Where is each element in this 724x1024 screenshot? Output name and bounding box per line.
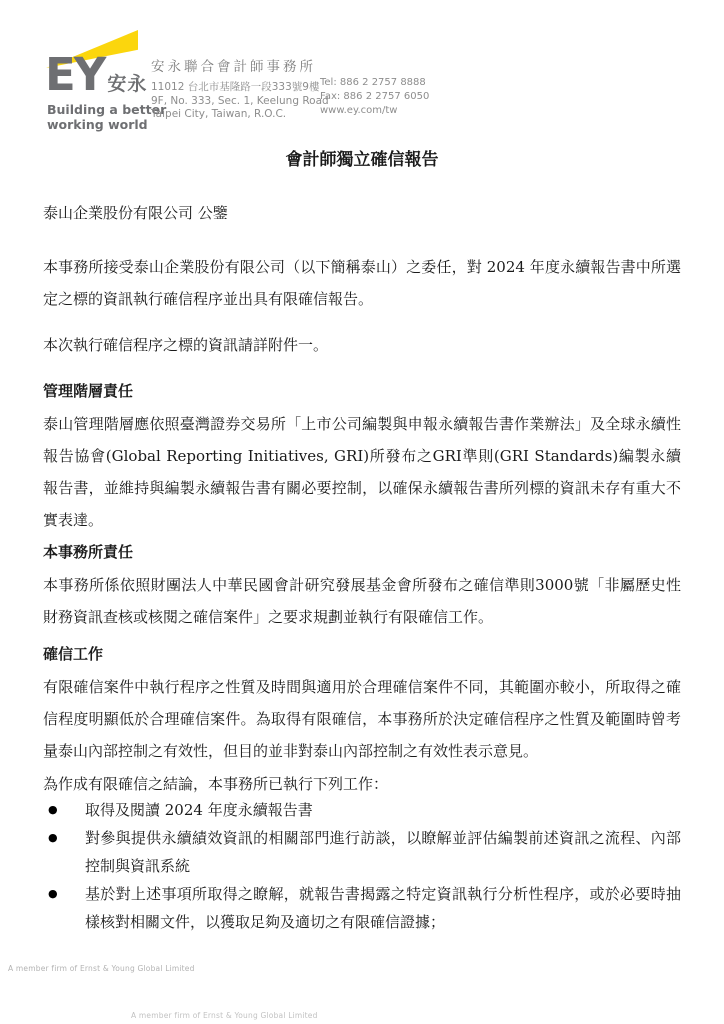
firm-website: www.ey.com/tw bbox=[320, 105, 398, 116]
addressee-line: 泰山企業股份有限公司 公鑒 bbox=[43, 204, 228, 222]
ey-tagline-line2: working world bbox=[47, 116, 148, 132]
firm-address bbox=[151, 81, 329, 122]
section-text-firm-responsibility: 本事務所係依照財團法人中華民國會計研究發展基金會所發布之確信準則3000號「非屬歷史性財務資訊查核或核閱之確信案件」之要求規劃並執行有限確信工作。 bbox=[43, 576, 681, 626]
section-text-assurance-work: 有限確信案件中執行程序之性質及時間與適用於合理確信案件不同，其範圍亦較小，所取得之確信程度明顯低於合理確信案件。為取得有限確信，本事務所於決定確信程序之性質及範圍時曾考量泰山內部控制之有效性，但目的並非對泰山內部控制之有效性表示意見。 bbox=[43, 678, 681, 760]
work-list-item bbox=[43, 824, 681, 880]
ey-tagline bbox=[47, 103, 166, 132]
section-heading-management-responsibility: 管理階層責任 bbox=[43, 382, 134, 400]
firm-fax: Fax: 886 2 2757 6050 bbox=[320, 91, 430, 102]
work-list bbox=[43, 796, 681, 936]
bullet-icon: ● bbox=[48, 831, 58, 844]
work-list-intro: 為作成有限確信之結論，本事務所已執行下列工作： bbox=[43, 775, 389, 793]
intro-paragraph-1: 本事務所接受泰山企業股份有限公司（以下簡稱泰山）之委任，對 2024 年度永續報告書中所選定之標的資訊執行確信程序並出具有限確信報告。 bbox=[43, 258, 681, 308]
document-title: 會計師獨立確信報告 bbox=[285, 150, 439, 170]
ey-logotype bbox=[45, 48, 148, 101]
ey-logo-chinese: 安永 bbox=[107, 73, 148, 95]
work-item-text: 取得及閱讀 2024 年度永續報告書 bbox=[85, 801, 313, 819]
ey-logo-letters: EY bbox=[45, 48, 105, 101]
section-heading-firm-responsibility: 本事務所責任 bbox=[43, 543, 134, 561]
firm-tel: Tel: 886 2 2757 8888 bbox=[320, 77, 426, 88]
member-firm-note: A member firm of Ernst & Young Global Limited bbox=[8, 964, 195, 973]
intro-paragraph-2: 本次執行確信程序之標的資訊請詳附件一。 bbox=[43, 336, 329, 354]
firm-address-zh: 11012 台北市基隆路一段333號9樓 bbox=[151, 81, 320, 93]
work-item-text: 基於對上述事項所取得之瞭解，就報告書揭露之特定資訊執行分析性程序，或於必要時抽樣核對相關文件，以獲取足夠及適切之有限確信證據； bbox=[85, 885, 681, 931]
document-body bbox=[43, 150, 681, 936]
firm-contact bbox=[320, 76, 429, 118]
bullet-icon: ● bbox=[48, 887, 58, 900]
bullet-icon: ● bbox=[48, 803, 58, 816]
work-list-item bbox=[43, 880, 681, 936]
firm-address-en2: Taipei City, Taiwan, R.O.C. bbox=[151, 108, 287, 120]
work-item-text: 對參與提供永續績效資訊的相關部門進行訪談，以瞭解並評估編製前述資訊之流程、內部控制與資訊系統 bbox=[85, 829, 681, 875]
work-list-item bbox=[43, 796, 681, 824]
section-heading-assurance-work: 確信工作 bbox=[43, 645, 104, 663]
ey-tagline-line1: Building a better bbox=[47, 102, 167, 117]
firm-name: 安永聯合會計師事務所 bbox=[151, 59, 316, 75]
firm-address-en1: 9F, No. 333, Sec. 1, Keelung Road bbox=[151, 94, 329, 107]
member-firm-note: A member firm of Ernst & Young Global Limited bbox=[131, 1011, 318, 1020]
section-text-management-responsibility: 泰山管理階層應依照臺灣證券交易所「上市公司編製與申報永續報告書作業辦法」及全球永續性報告協會(Global Reporting Initiatives, GRI)所發布之GRI準則(GRI Standards)編製永續報告書，並維持與編製永續報告書有關必要控制，以確保永續報告書所列標的資訊未存有重大不實表達。 bbox=[43, 415, 681, 529]
